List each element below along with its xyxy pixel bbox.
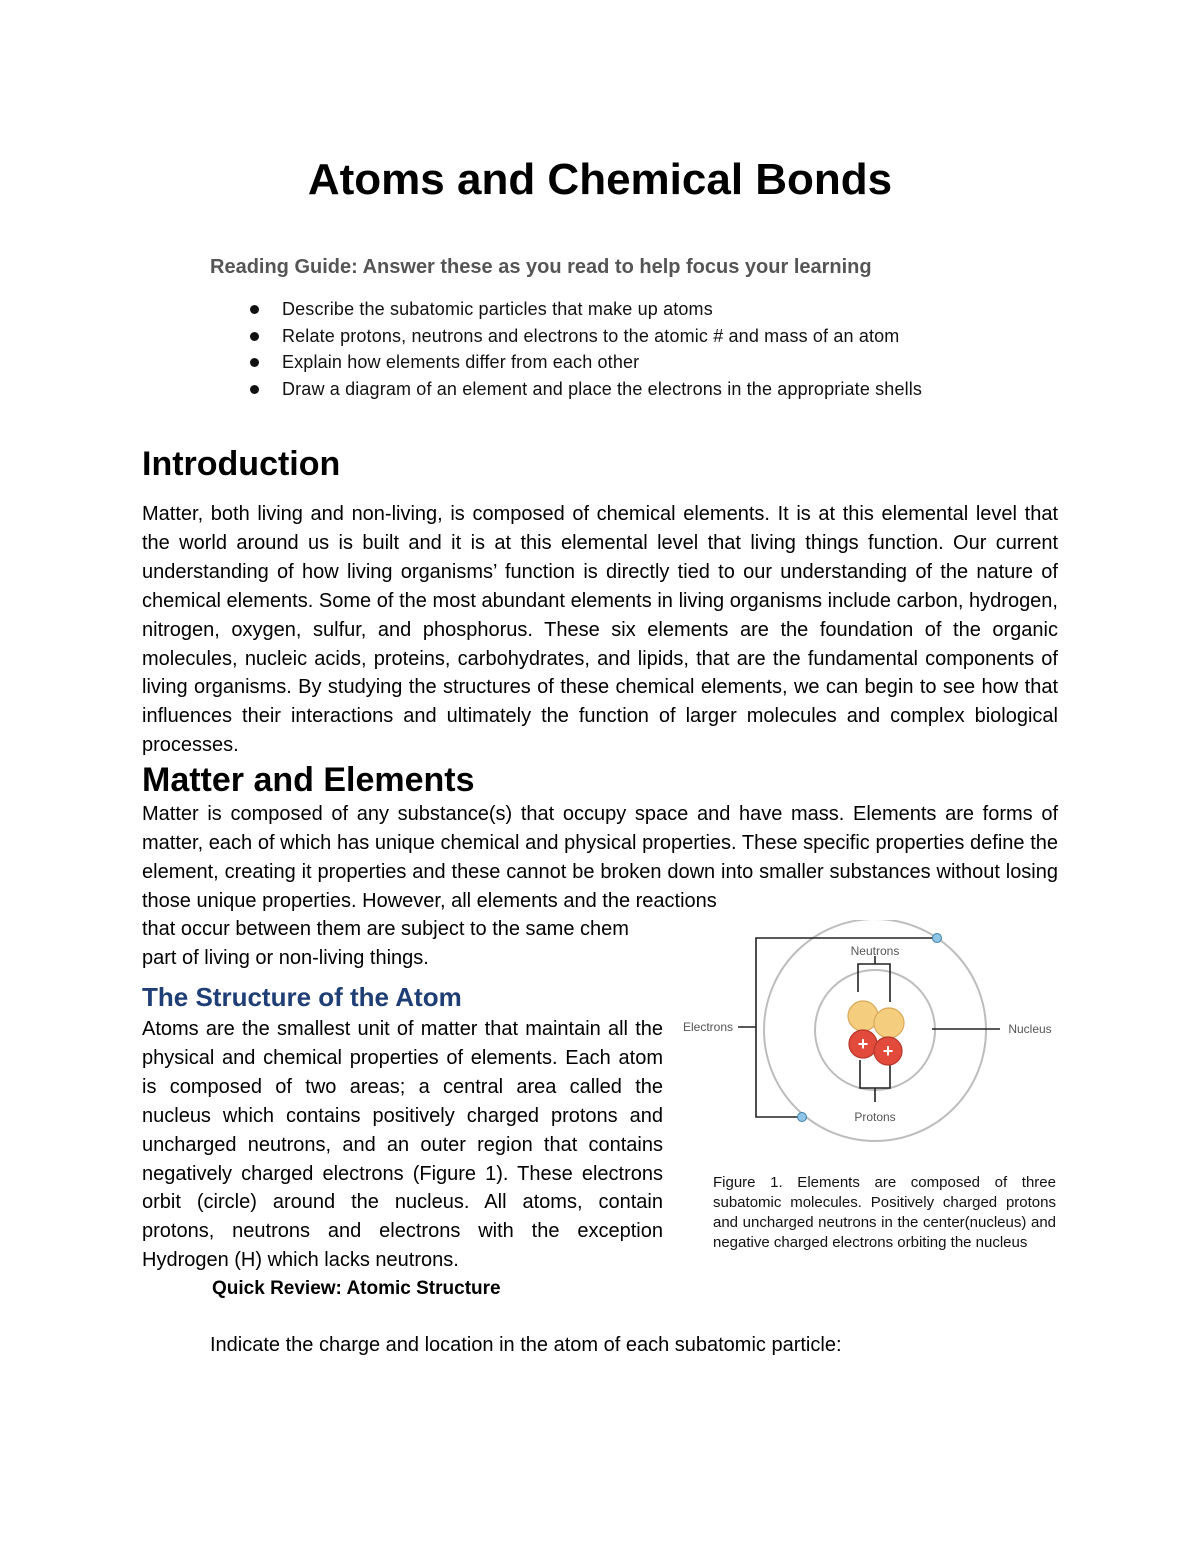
introduction-heading: Introduction — [142, 445, 341, 483]
electron-particle — [798, 1113, 807, 1122]
figure-caption: Figure 1. Elements are composed of three subatomic molecules. Positively charged protons and uncharged neutrons in the center(nucleus) and negative charged electrons orbiting the nucleus — [713, 1174, 1056, 1251]
reading-guide-list — [246, 296, 922, 402]
list-item: Draw a diagram of an element and place the electrons in the appropriate shells — [246, 376, 922, 403]
neutron-particle — [874, 1008, 904, 1038]
structure-atom-heading: The Structure of the Atom — [142, 982, 462, 1012]
protons-label: Protons — [854, 1110, 896, 1124]
neutron-particle — [848, 1001, 878, 1031]
reading-guide-label: Reading Guide: Answer these as you read to help focus your learning — [210, 256, 872, 278]
proton-charge-label: + — [857, 1034, 869, 1054]
matter-elements-heading: Matter and Elements — [142, 761, 475, 799]
atom-diagram — [670, 920, 1070, 1160]
matter-elements-body: Matter is composed of any substance(s) that occupy space and have mass. Elements are forms of matter, each of which has unique chemical and physical properties. These specific properties define the element, creating it properties and these cannot be broken down into smaller substances without losing those unique properties. However, all elements and the reactions — [142, 803, 1058, 912]
electron-particle — [933, 934, 942, 943]
list-item: Explain how elements differ from each other — [246, 349, 922, 376]
matter-elements-body-partial: that occur between them are subject to the same chem — [142, 918, 629, 940]
list-item: Relate protons, neutrons and electrons to the atomic # and mass of an atom — [246, 323, 922, 350]
quick-review-title: Quick Review: Atomic Structure — [212, 1278, 501, 1299]
page-title: Atoms and Chemical Bonds — [307, 155, 893, 204]
matter-elements-body-end: part of living or non-living things. — [142, 947, 429, 969]
electrons-label: Electrons — [682, 1020, 734, 1034]
neutrons-label: Neutrons — [850, 944, 900, 958]
quick-review-instruction: Indicate the charge and location in the atom of each subatomic particle: — [210, 1334, 842, 1356]
proton-charge-label: + — [882, 1041, 894, 1061]
structure-atom-body: Atoms are the smallest unit of matter that maintain all the physical and chemical properties of elements. Each atom is composed of two areas; a central area called the nucleus which contains positively charged protons and uncharged neutrons, and an outer region that contains negatively charged electrons (Figure 1). These electrons orbit (circle) around the nucleus. All atoms, contain protons, neutrons and electrons with the exception Hydrogen (H) which lacks neutrons. — [142, 1018, 663, 1272]
introduction-body: Matter, both living and non-living, is composed of chemical elements. It is at this elemental level that the world around us is built and it is at this elemental level that living things function. Our current understanding of how living organisms’ function is directly tied to our understanding of the nature of chemical elements. Some of the most abundant elements in living organisms include carbon, hydrogen, nitrogen, oxygen, sulfur, and phosphorus. These six elements are the foundation of the organic molecules, nucleic acids, proteins, carbohydrates, and lipids, that are the fundamental components of living organisms. By studying the structures of these chemical elements, we can begin to see how that influences their interactions and ultimately the function of larger molecules and complex biological processes. — [142, 503, 1058, 757]
nucleus-label: Nucleus — [1008, 1022, 1052, 1036]
list-item: Describe the subatomic particles that make up atoms — [246, 296, 922, 323]
